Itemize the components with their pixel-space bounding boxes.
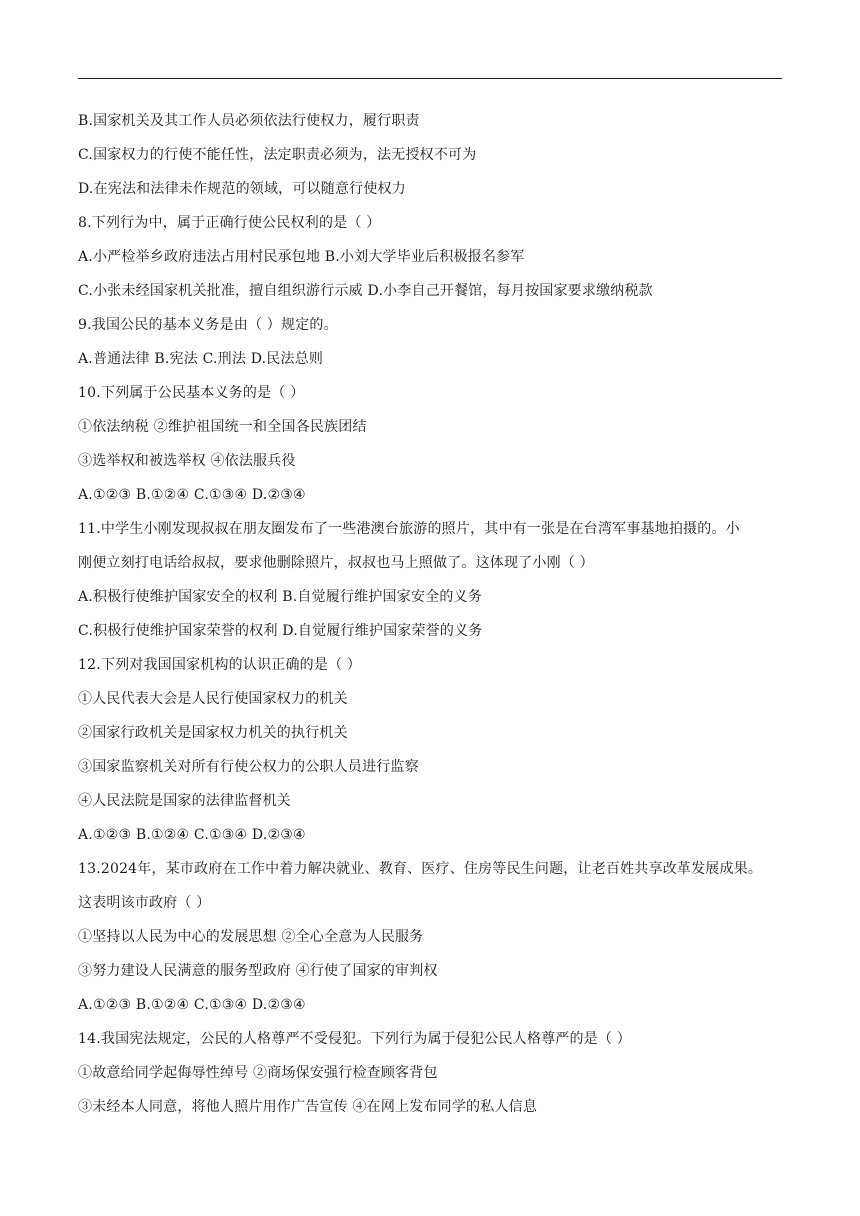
question-11: 11.中学生小刚发现叔叔在朋友圈发布了一些港澳台旅游的照片，其中有一张是在台湾军事基地拍摄的。小: [78, 521, 740, 537]
options-line: C.小张未经国家机关批准，擅自组织游行示威 D.小李自己开餐馆，每月按国家要求缴纳税款: [78, 283, 653, 299]
question-10: 10.下列属于公民基本义务的是（ ）: [78, 385, 305, 401]
option-line: C.国家权力的行使不能任性，法定职责必须为，法无授权不可为: [78, 147, 477, 163]
options-line: C.积极行使维护国家荣誉的权利 D.自觉履行维护国家荣誉的义务: [78, 623, 483, 639]
options-line: A.①②③ B.①②④ C.①③④ D.②③④: [78, 827, 306, 843]
statement-line: ④人民法院是国家的法律监督机关: [78, 793, 291, 809]
statement-line: ①人民代表大会是人民行使国家权力的机关: [78, 691, 348, 707]
document-body: [78, 104, 798, 1124]
question-13-cont: 这表明该市政府（ ）: [78, 895, 211, 911]
statement-line: ②国家行政机关是国家权力机关的执行机关: [78, 725, 348, 741]
statement-line: ①故意给同学起侮辱性绰号 ②商场保安强行检查顾客背包: [78, 1065, 438, 1081]
option-line: D.在宪法和法律未作规范的领域，可以随意行使权力: [78, 181, 406, 197]
statement-line: ③未经本人同意，将他人照片用作广告宣传 ④在网上发布同学的私人信息: [78, 1099, 538, 1115]
options-line: A.小严检举乡政府违法占用村民承包地 B.小刘大学毕业后积极报名参军: [78, 249, 525, 265]
question-13: 13.2024年，某市政府在工作中着力解决就业、教育、医疗、住房等民生问题，让老百姓共享改革发展成果。: [78, 861, 763, 877]
statement-line: ①依法纳税 ②维护祖国统一和全国各民族团结: [78, 419, 367, 435]
question-11-cont: 刚便立刻打电话给叔叔，要求他删除照片，叔叔也马上照做了。这体现了小刚（ ）: [78, 555, 594, 571]
header-rule: [78, 78, 782, 79]
statement-line: ③努力建设人民满意的服务型政府 ④行使了国家的审判权: [78, 963, 438, 979]
question-14: 14.我国宪法规定，公民的人格尊严不受侵犯。下列行为属于侵犯公民人格尊严的是（ ）: [78, 1031, 631, 1047]
option-line: B.国家机关及其工作人员必须依法行使权力，履行职责: [78, 113, 420, 129]
options-line: A.普通法律 B.宪法 C.刑法 D.民法总则: [78, 351, 324, 367]
statement-line: ③选举权和被选举权 ④依法服兵役: [78, 453, 296, 469]
statement-line: ③国家监察机关对所有行使公权力的公职人员进行监察: [78, 759, 419, 775]
question-8: 8.下列行为中，属于正确行使公民权利的是（ ）: [78, 215, 381, 231]
options-line: A.①②③ B.①②④ C.①③④ D.②③④: [78, 487, 306, 503]
question-12: 12.下列对我国国家机构的认识正确的是（ ）: [78, 657, 362, 673]
statement-line: ①坚持以人民为中心的发展思想 ②全心全意为人民服务: [78, 929, 424, 945]
options-line: A.①②③ B.①②④ C.①③④ D.②③④: [78, 997, 306, 1013]
options-line: A.积极行使维护国家安全的权利 B.自觉履行维护国家安全的义务: [78, 589, 482, 605]
question-9: 9.我国公民的基本义务是由（ ）规定的。: [78, 317, 338, 333]
